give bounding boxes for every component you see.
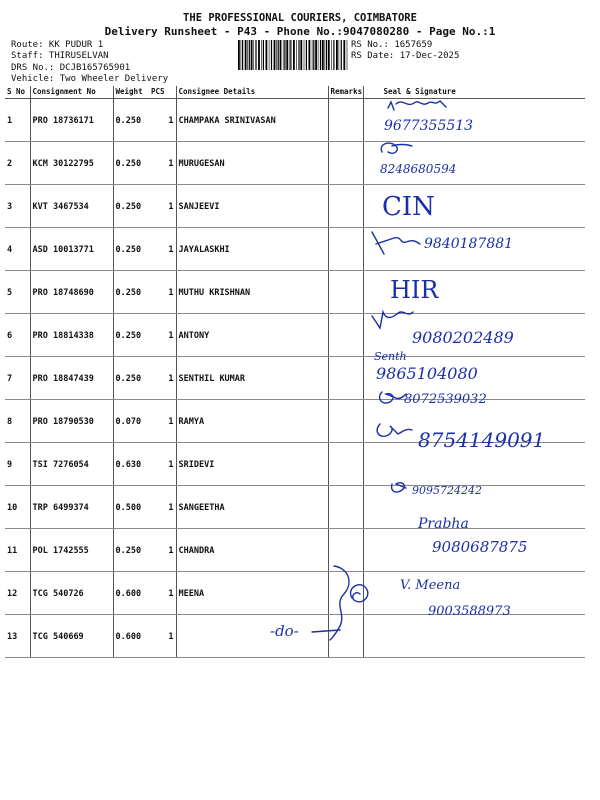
row-pcs: 1 [149, 314, 176, 357]
signature-initials-5: HIR [390, 276, 439, 304]
row-consignment-no: TSI 7276054 [30, 443, 113, 486]
rs-number: RS No.: 1657659 [351, 40, 433, 50]
signature-phone-12: 9003588973 [428, 604, 511, 619]
signature-scribble-2 [381, 143, 412, 153]
row-consignee: SENTHIL KUMAR [176, 357, 328, 400]
company-title: THE PROFESSIONAL COURIERS, COIMBATORE [183, 12, 417, 24]
signature-phone-6: 9080202489 [412, 328, 514, 347]
row-consignment-no: POL 1742555 [30, 529, 113, 572]
vehicle-text: Vehicle: Two Wheeler Delivery [11, 74, 169, 84]
row-pcs: 1 [149, 228, 176, 271]
signature-phone-11: 9080687875 [432, 538, 528, 556]
row-sno: 7 [5, 357, 30, 400]
row-weight: 0.250 [113, 228, 149, 271]
row-pcs: 1 [149, 185, 176, 228]
row-pcs: 1 [149, 400, 176, 443]
row-consignment-no: TCG 540669 [30, 615, 113, 658]
row-sno: 5 [5, 271, 30, 314]
signature-phone-9: 8754149091 [418, 428, 546, 452]
signature-name-12: V. Meena [400, 578, 461, 593]
row-weight: 0.600 [113, 572, 149, 615]
row-consignee: CHANDRA [176, 529, 328, 572]
row-consignee: ANTONY [176, 314, 328, 357]
row-weight: 0.250 [113, 271, 149, 314]
row-consignment-no: TCG 540726 [30, 572, 113, 615]
row-sno: 9 [5, 443, 30, 486]
col-weight: Weight [113, 86, 149, 99]
row-sno: 11 [5, 529, 30, 572]
signature-phone-8: 8072539032 [404, 392, 487, 407]
signature-phone-7: 9865104080 [376, 364, 478, 383]
row-pcs: 1 [149, 486, 176, 529]
row-pcs: 1 [149, 615, 176, 658]
row-sno: 13 [5, 615, 30, 658]
signature-scribble-4 [372, 232, 420, 254]
row-consignee: MUTHU KRISHNAN [176, 271, 328, 314]
row-consignee: MEENA [176, 572, 328, 615]
signature-phone-2: 8248680594 [380, 162, 457, 176]
row-sno: 8 [5, 400, 30, 443]
row-sno: 12 [5, 572, 30, 615]
row-weight: 0.070 [113, 400, 149, 443]
signature-phone-10: 9095724242 [412, 484, 482, 497]
signature-phone-4: 9840187881 [424, 236, 514, 252]
row-consignee: JAYALASKHI [176, 228, 328, 271]
col-signature: Seal & Signature [363, 86, 585, 99]
signature-name-11: Prabha [418, 516, 469, 532]
row-consignment-no: PRO 18748690 [30, 271, 113, 314]
signature-scribble-9 [377, 424, 412, 436]
row-pcs: 1 [149, 142, 176, 185]
bracket-mark [330, 566, 349, 640]
row-weight: 0.250 [113, 357, 149, 400]
row-sno: 4 [5, 228, 30, 271]
row-weight: 0.600 [113, 615, 149, 658]
row-consignee: SANJEEVI [176, 185, 328, 228]
row-pcs: 1 [149, 529, 176, 572]
runsheet-subtitle: Delivery Runsheet - P43 - Phone No.:9047080280 - Page No.:1 [104, 25, 496, 38]
staff-text: Staff: THIRUSELVAN [11, 51, 109, 61]
circled-mark [351, 585, 368, 602]
col-consignee: Consignee Details [176, 86, 328, 99]
signature-initials-3: CIN [382, 192, 435, 222]
row-consignee: CHAMPAKA SRINIVASAN [176, 99, 328, 142]
signature-scribble-1 [388, 101, 446, 110]
row-pcs: 1 [149, 443, 176, 486]
row-consignment-no: PRO 18814338 [30, 314, 113, 357]
signature-scribble-6 [372, 312, 413, 328]
row-consignee: SRIDEVI [176, 443, 328, 486]
row-consignment-no: PRO 18790530 [30, 400, 113, 443]
row-consignee: MURUGESAN [176, 142, 328, 185]
row-consignee: RAMYA [176, 400, 328, 443]
row-pcs: 1 [149, 357, 176, 400]
row-consignment-no: PRO 18736171 [30, 99, 113, 142]
col-remarks: Remarks [328, 86, 363, 99]
row-sno: 1 [5, 99, 30, 142]
row-sno: 6 [5, 314, 30, 357]
signature-name-7: Senth [374, 350, 407, 363]
row-pcs: 1 [149, 99, 176, 142]
route-text: Route: KK PUDUR 1 [11, 40, 104, 50]
rs-date: RS Date: 17-Dec-2025 [351, 51, 460, 61]
row-consignment-no: TRP 6499374 [30, 486, 113, 529]
row-consignment-no: ASD 10013771 [30, 228, 113, 271]
row-sno: 2 [5, 142, 30, 185]
row-sno: 3 [5, 185, 30, 228]
arrow-mark [312, 630, 340, 632]
row-weight: 0.630 [113, 443, 149, 486]
signature-scribble-8 [380, 392, 406, 403]
row-weight: 0.500 [113, 486, 149, 529]
col-consignment: Consignment No [30, 86, 113, 99]
signature-phone-1: 9677355513 [384, 118, 474, 134]
row-pcs: 1 [149, 271, 176, 314]
row-pcs: 1 [149, 572, 176, 615]
col-pcs: PCS [149, 86, 176, 99]
row-weight: 0.250 [113, 142, 149, 185]
row-consignment-no: KVT 3467534 [30, 185, 113, 228]
row-consignment-no: PRO 18847439 [30, 357, 113, 400]
col-sno: S No [5, 86, 30, 99]
row-weight: 0.250 [113, 529, 149, 572]
row-sno: 10 [5, 486, 30, 529]
row-weight: 0.250 [113, 185, 149, 228]
row-weight: 0.250 [113, 314, 149, 357]
row-consignee: SANGEETHA [176, 486, 328, 529]
row-weight: 0.250 [113, 99, 149, 142]
ditto-mark: -do- [270, 622, 299, 640]
signature-scribble-10 [392, 483, 406, 492]
row-consignment-no: KCM 30122795 [30, 142, 113, 185]
drs-number: DRS No.: DCJB165765901 [11, 63, 131, 73]
